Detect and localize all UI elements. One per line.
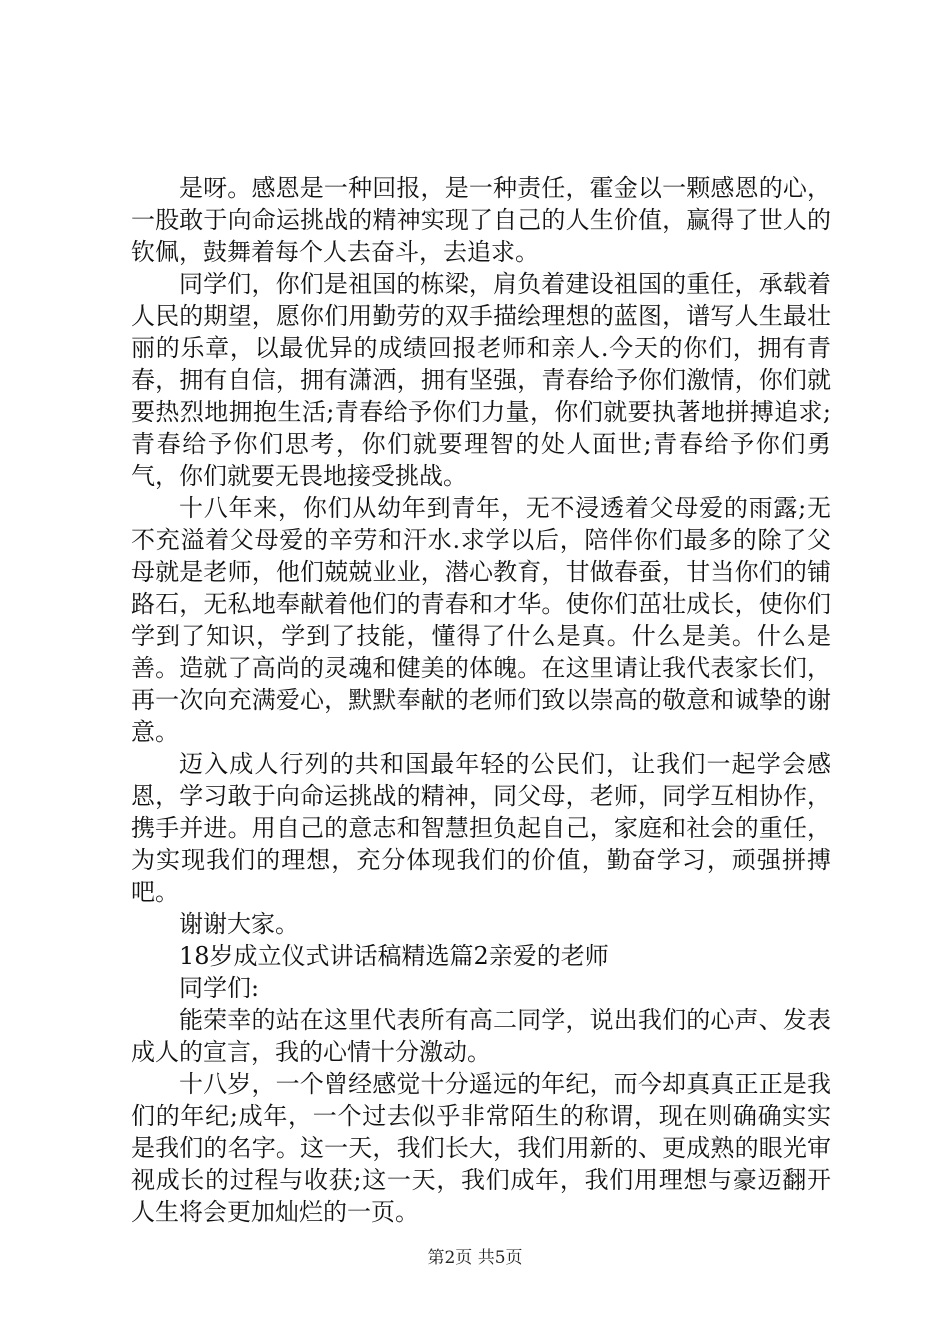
paragraph: 迈入成人行列的共和国最年轻的公民们，让我们一起学会感恩，学习敢于向命运挑战的精神，同父母，老师，同学互相协作，携手并进。用自己的意志和智慧担负起自己，家庭和社会的重任，为实现我们的理想，充分体现我们的价值，勤奋学习，顽强拼搏吧。 bbox=[131, 750, 831, 906]
paragraph: 十八岁，一个曾经感觉十分遥远的年纪，而今却真真正正是我们的年纪;成年，一个过去似乎非常陌生的称谓，现在则确确实实是我们的名字。这一天，我们长大，我们用新的、更成熟的眼光审视成长的过程与收获;这一天，我们成年，我们用理想与豪迈翻开人生将会更加灿烂的一页。 bbox=[131, 1070, 831, 1226]
salutation: 同学们: bbox=[179, 974, 260, 1002]
document-body bbox=[131, 172, 831, 1228]
paragraph: 十八年来，你们从幼年到青年，无不浸透着父母爱的雨露;无不充溢着父母爱的辛劳和汗水.求学以后，陪伴你们最多的除了父母就是老师，他们兢兢业业，潜心教育，甘做春蚕，甘当你们的铺路石，无私地奉献着他们的青春和才华。使你们茁壮成长，使你们学到了知识，学到了技能，懂得了什么是真。什么是美。什么是善。造就了高尚的灵魂和健美的体魄。在这里请让我代表家长们，再一次向充满爱心，默默奉献的老师们致以崇高的敬意和诚挚的谢意。 bbox=[131, 494, 831, 746]
section-heading: 18岁成立仪式讲话稿精选篇2亲爱的老师 bbox=[179, 942, 609, 970]
paragraph: 谢谢大家。 bbox=[179, 910, 299, 938]
paragraph: 是呀。感恩是一种回报，是一种责任，霍金以一颗感恩的心，一股敢于向命运挑战的精神实现了自己的人生价值，赢得了世人的钦佩，鼓舞着每个人去奋斗，去追求。 bbox=[131, 174, 831, 266]
page-number-footer: 第2页 共5页 bbox=[427, 1248, 523, 1268]
paragraph: 同学们，你们是祖国的栋梁，肩负着建设祖国的重任，承载着人民的期望，愿你们用勤劳的双手描绘理想的蓝图，谱写人生最壮丽的乐章，以最优异的成绩回报老师和亲人.今天的你们，拥有青春，拥有自信，拥有潇洒，拥有坚强，青春给予你们激情，你们就要热烈地拥抱生活;青春给予你们力量，你们就要执著地拼搏追求;青春给予你们思考，你们就要理智的处人面世;青春给予你们勇气，你们就要无畏地接受挑战。 bbox=[131, 270, 831, 490]
paragraph: 能荣幸的站在这里代表所有高二同学，说出我们的心声、发表成人的宣言，我的心情十分激动。 bbox=[131, 1006, 831, 1066]
